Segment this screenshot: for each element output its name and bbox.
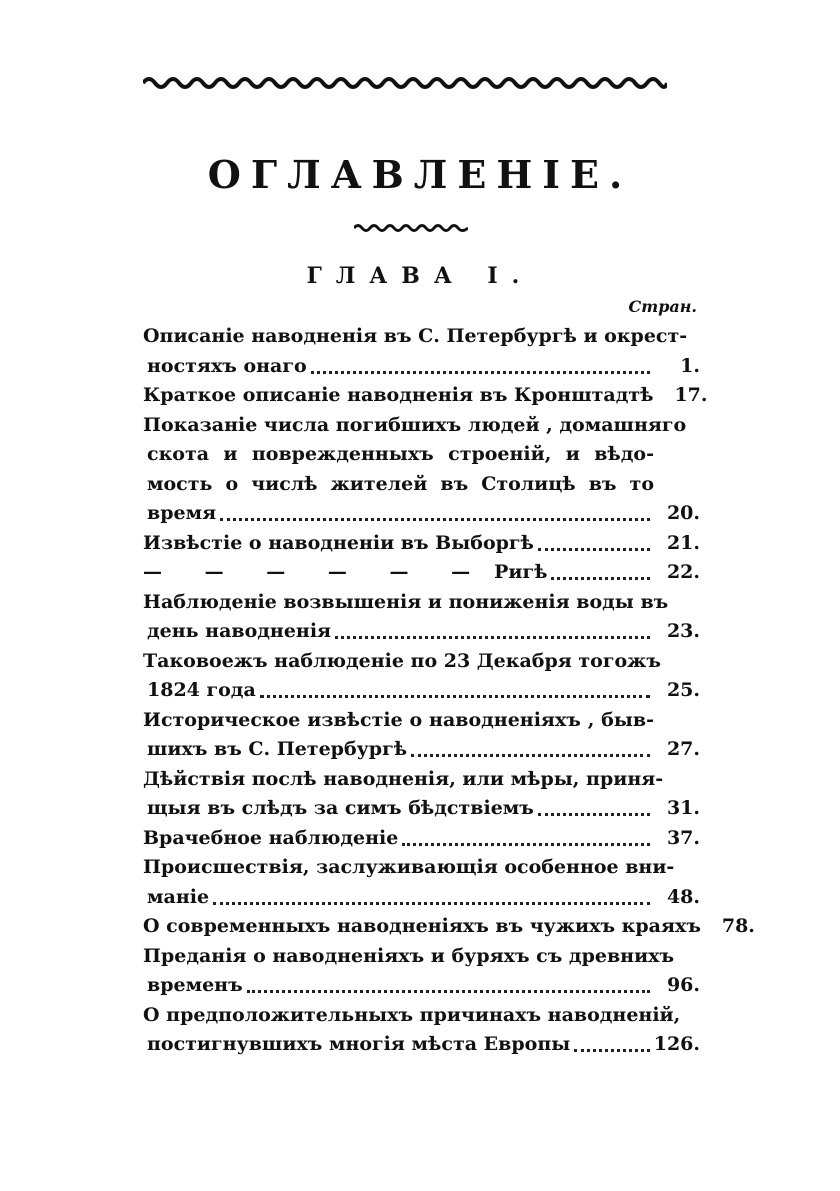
toc-page-number: 23. (666, 620, 700, 642)
toc-entry-text: постигнувшихъ многія мѣста Европы (147, 1033, 571, 1055)
toc-entry (143, 1001, 700, 1060)
toc-entry-text-line: Историческое извѣстіе о наводненіяхъ , быв- (143, 708, 654, 731)
toc-entry-text: временъ (147, 974, 243, 996)
toc-entry-last-line (143, 381, 708, 411)
toc-entry-text-line: Показаніе числа погибшихъ людей , домашняго (143, 413, 687, 436)
dot-leader (574, 1049, 649, 1052)
toc-entry-text: О современныхъ наводненіяхъ въ чужихъ краяхъ (143, 915, 701, 937)
toc-entry-text-line: Описаніе наводненія въ С. Петербургѣ и окрест- (143, 325, 688, 347)
chapter-heading: ГЛАВА I. (306, 263, 534, 289)
toc-entry-last-line (143, 617, 700, 647)
toc-page-number: 1. (680, 354, 700, 377)
toc-entry-text-line: Таковоежъ наблюденіе по 23 Декабря тогожъ (143, 649, 661, 672)
dot-leader (402, 843, 650, 846)
toc-entry-text-line: Дѣйствія послѣ наводненія, или мѣры, приня- (143, 767, 664, 790)
toc-entry (143, 853, 700, 912)
toc-entry-text: шихъ въ С. Петербургѣ (147, 738, 408, 760)
toc-entry-text: время (147, 502, 217, 524)
toc-page-number: 25. (666, 679, 700, 701)
toc-entry-last-line (143, 824, 700, 854)
toc-page-number: 48. (666, 885, 700, 908)
toc-page-number: 126. (653, 1033, 700, 1055)
dot-leader (538, 813, 650, 816)
toc-entry (143, 647, 700, 706)
toc-entry-text: Краткое описаніе наводненія въ Кронштадтѣ (143, 384, 654, 406)
toc-entry-last-line (143, 529, 700, 559)
toc-entry (143, 706, 700, 765)
toc-entry-text: Врачебное наблюденіе (143, 826, 399, 849)
dot-leader (551, 577, 650, 580)
toc-entry-text: маніе (147, 885, 210, 908)
toc-entry-text: Извѣстіе о наводненіи въ Выборгѣ (143, 531, 534, 554)
toc-list (143, 322, 755, 1060)
dot-leader (260, 695, 650, 698)
toc-entry-last-line (143, 1030, 700, 1060)
toc-entry (143, 529, 700, 559)
toc-entry-text-line: мость о числѣ жителей въ Столицѣ въ то (147, 472, 654, 495)
toc-entry-text-line: скота и поврежденныхъ строеній, и вѣдо- (147, 443, 654, 465)
page-title: ОГЛАВЛЕНІЕ. (207, 152, 633, 197)
toc-entry (143, 824, 700, 854)
toc-page-number: 37. (666, 826, 700, 849)
toc-entry (143, 765, 700, 824)
ditto-dashes: — — — — — — (143, 561, 489, 583)
toc-entry-text: 1824 года (147, 679, 256, 701)
toc-entry-last-line (143, 499, 700, 529)
wavy-rule-divider (354, 222, 468, 234)
toc-entry-last-line (143, 971, 700, 1001)
toc-entry-text: ностяхъ онаго (147, 354, 307, 377)
toc-entry-text: щыя въ слѣдъ за симъ бѣдствіемъ (147, 797, 534, 819)
toc-entry (143, 381, 708, 411)
dot-leader (213, 902, 650, 905)
toc-page-number: 27. (666, 738, 700, 760)
toc-entry-last-line (143, 558, 700, 588)
page-column-label: Стран. (628, 297, 697, 316)
toc-entry-last-line (143, 735, 700, 765)
toc-entry (143, 588, 700, 647)
dot-leader (247, 990, 650, 993)
toc-page-number: 20. (666, 502, 700, 524)
toc-entry-last-line (143, 794, 700, 824)
toc-entry-text: Ригѣ (494, 561, 548, 583)
dot-leader (335, 636, 650, 639)
toc-page-number: 17. (674, 384, 708, 406)
toc-page-number: 96. (666, 974, 700, 996)
toc-page-number: 78. (721, 915, 755, 937)
toc-page-number: 31. (666, 797, 700, 819)
toc-page-number: 22. (666, 561, 700, 583)
dot-leader (311, 371, 650, 374)
toc-entry (143, 322, 700, 381)
toc-entry-text: день наводненія (147, 620, 332, 642)
toc-entry-text-line: Преданія о наводненіяхъ и буряхъ съ древнихъ (143, 944, 675, 967)
toc-entry-last-line (143, 883, 700, 913)
toc-page-number: 21. (666, 531, 700, 554)
toc-entry (143, 558, 700, 588)
toc-entry-last-line (143, 676, 700, 706)
toc-entry-text-line: Происшествія, заслуживающія особенное вни- (143, 856, 675, 878)
toc-entry-last-line (143, 912, 755, 942)
toc-entry-text-line: Наблюденіе возвышенія и пониженія воды въ (143, 590, 669, 613)
wavy-ornament-top (143, 72, 667, 94)
toc-entry-text-line: О предположительныхъ причинахъ наводненій, (143, 1003, 681, 1026)
toc-entry (143, 942, 700, 1001)
dot-leader (220, 518, 650, 521)
toc-entry (143, 411, 700, 529)
dot-leader (538, 548, 650, 551)
dot-leader (411, 754, 650, 757)
toc-entry (143, 912, 755, 942)
toc-entry-last-line (143, 352, 700, 382)
